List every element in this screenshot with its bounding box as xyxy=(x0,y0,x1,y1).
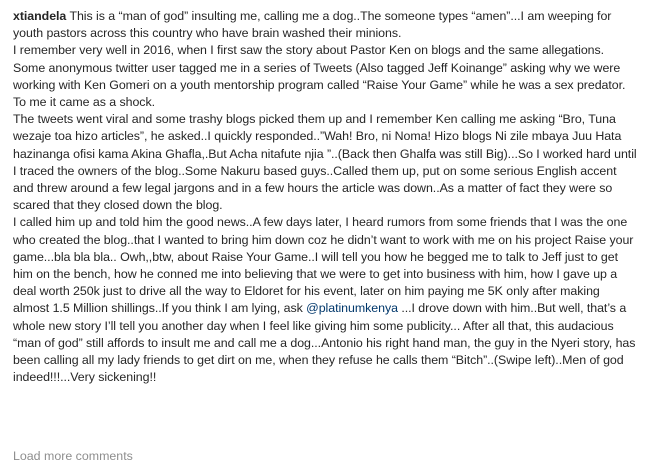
comment-username[interactable]: xtiandela xyxy=(13,9,67,23)
comment-paragraph-4 xyxy=(13,214,638,386)
comment-paragraph-2 xyxy=(13,42,638,111)
comment-text-1: This is a “man of god” insulting me, calling me a dog..The someone types “amen”...I am weeping for youth pastors across this country who have brain washed their minions. xyxy=(13,9,612,41)
mention-link[interactable]: @platinumkenya xyxy=(306,301,398,316)
load-more-comments-link[interactable]: Load more comments xyxy=(13,449,133,460)
comment-paragraph-3 xyxy=(13,111,638,214)
comment-text-4b: ...I drove down with him..But well, that’s a whole new story I’ll tell you another day when I feel like giving him some publicity... After all that, this audacious “man of god” still affords to insult me and call me a dog...Antonio his right hand man, the guy in the Nyeri story, has been calling all my lady friends to get dirt on me, when they refuse he calls them “Bitch”..(Swipe left)..Men of god indeed!!!...Very sickening!! xyxy=(13,301,636,385)
comment-paragraph-1 xyxy=(13,8,638,42)
comment-text-4a: I called him up and told him the good news..A few days later, I heard rumors from some friends that I was the one who created the blog..that I wanted to bring him down coz he didn’t want to work with me on his project Raise your game...bla bla bla.. Owh,,btw, about Raise Your Game..I will tell you how he begged me to talk to Jeff just to get him on the bench, how he conned me into believing that we were to get into business with him, how I gave up a deal worth 250k just to drive all the way to Eldoret for his event, later on him paying me 5K only after making almost 1.5 Million shillings..If you think I am lying, ask xyxy=(13,215,634,316)
comment-body xyxy=(13,8,638,386)
comment-text-3: The tweets went viral and some trashy blogs picked them up and I remember Ken calling me asking “Bro, Tuna wezaje toa hizo articles”, he asked..I quickly responded..”Wah! Bro, ni Noma! Hizo blogs Ni zile mbaya Juu Hata hazinanga ofisi kama Akina Ghafla,.But Acha nitafute njia ”..(Back then Ghalfa was still Big)...So I worked hard until I traced the owners of the blog..Some Nakuru based guys..Called them up, put on some serious English accent and threw around a few legal jargons and in a few hours the article was down..As a matter of fact they were so scared that they closed down the blog. xyxy=(13,112,637,213)
comment-text-2: I remember very well in 2016, when I first saw the story about Pastor Ken on blogs and the same allegations. Some anonymous twitter user tagged me in a series of Tweets (Also tagged Jeff Koinange” asking why we were working with Ken Gomeri on a youth mentorship program called “Raise Your Game” while he was a sex predator. To me it came as a shock. xyxy=(13,43,626,110)
